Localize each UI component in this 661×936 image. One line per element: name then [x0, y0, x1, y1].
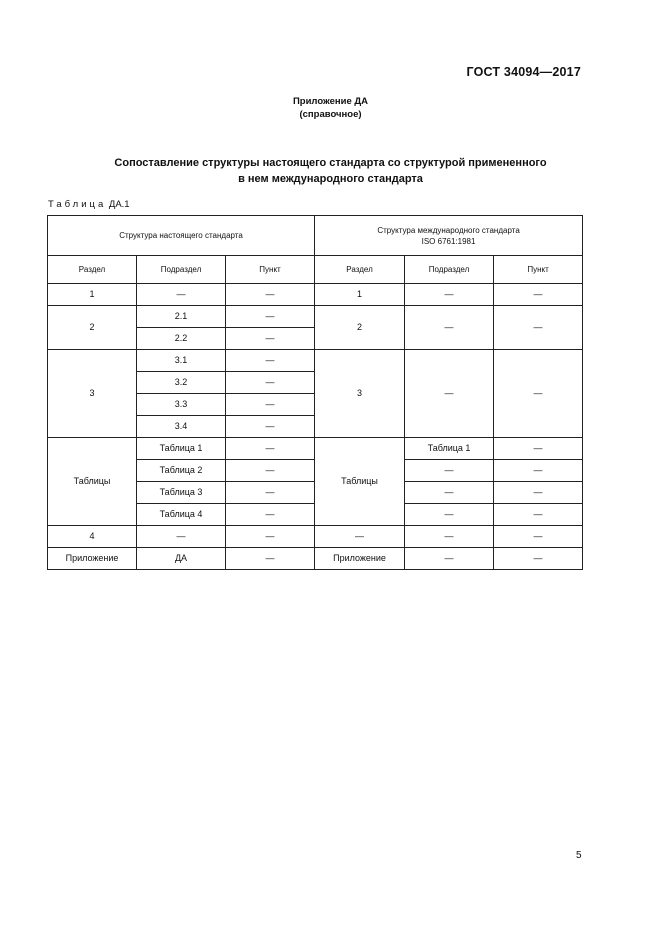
section-title [0, 155, 661, 187]
page-number: 5 [576, 850, 582, 861]
table-cell: — [226, 350, 315, 372]
table-cell: — [494, 460, 583, 482]
table-caption [48, 199, 130, 210]
table-cell: — [405, 548, 494, 570]
section-title-line-2: в нем международного стандарта [238, 173, 423, 185]
column-header-clause-intl: Пункт [494, 256, 583, 284]
column-header-section: Раздел [48, 256, 137, 284]
table-cell: — [494, 306, 583, 350]
table-cell: 3.1 [137, 350, 226, 372]
table-cell: — [226, 284, 315, 306]
table-cell: ДА [137, 548, 226, 570]
table-cell: 2.1 [137, 306, 226, 328]
table-cell: — [226, 394, 315, 416]
group-header-national: Структура настоящего стандарта [48, 216, 315, 256]
group-header-international-line-1: Структура международного стандарта [377, 225, 520, 235]
column-header-subsection: Подраздел [137, 256, 226, 284]
table-cell: — [226, 372, 315, 394]
table-cell: — [226, 548, 315, 570]
annex-title: Приложение ДА [292, 96, 369, 107]
table-cell: Таблицы [48, 438, 137, 526]
table-cell: — [405, 284, 494, 306]
table-cell: 2.2 [137, 328, 226, 350]
table-caption-number: ДА.1 [108, 199, 130, 210]
table-cell: 3.2 [137, 372, 226, 394]
table-cell: — [226, 306, 315, 328]
column-header-section-intl: Раздел [315, 256, 405, 284]
column-header-subsection-intl: Подраздел [405, 256, 494, 284]
table-row [48, 350, 583, 372]
table-row [48, 306, 583, 328]
table-cell: — [226, 460, 315, 482]
table-row [48, 438, 583, 460]
table-cell: — [226, 526, 315, 548]
table-cell: Таблица 4 [137, 504, 226, 526]
table-row [48, 548, 583, 570]
table-row [48, 526, 583, 548]
table-row [48, 284, 583, 306]
table-cell: 2 [315, 306, 405, 350]
column-header-clause: Пункт [226, 256, 315, 284]
table-cell: 1 [48, 284, 137, 306]
table-cell: — [226, 482, 315, 504]
table-cell: 4 [48, 526, 137, 548]
table-cell: Приложение [48, 548, 137, 570]
table-cell: Таблица 2 [137, 460, 226, 482]
table-cell: — [137, 526, 226, 548]
table-cell: Таблица 1 [137, 438, 226, 460]
table-cell: — [405, 482, 494, 504]
table-cell: — [315, 526, 405, 548]
table-cell: 3 [315, 350, 405, 438]
table-cell: Таблицы [315, 438, 405, 526]
table-cell: — [405, 504, 494, 526]
table-cell: Таблица 1 [405, 438, 494, 460]
table-cell: — [226, 416, 315, 438]
group-header-international-line-2: ISO 6761:1981 [421, 236, 476, 246]
table-column-header-row [48, 256, 583, 284]
table-cell: — [405, 526, 494, 548]
table-cell: 1 [315, 284, 405, 306]
table-cell: — [494, 548, 583, 570]
annex-subtitle: (справочное) [299, 109, 362, 120]
table-cell: 3.4 [137, 416, 226, 438]
comparison-table [47, 215, 583, 570]
table-group-header-row [48, 216, 583, 256]
table-cell: — [137, 284, 226, 306]
table-cell: — [405, 460, 494, 482]
document-code: ГОСТ 34094—2017 [466, 65, 581, 79]
table-cell: — [405, 306, 494, 350]
section-title-line-1: Сопоставление структуры настоящего стандарта со структурой примененного [114, 157, 547, 169]
table-cell: — [494, 504, 583, 526]
table-cell: 3.3 [137, 394, 226, 416]
group-header-international [315, 216, 583, 256]
table-cell: — [226, 328, 315, 350]
table-cell: — [494, 438, 583, 460]
table-cell: Приложение [315, 548, 405, 570]
table-cell: — [226, 438, 315, 460]
table-caption-word: Таблица [48, 199, 107, 210]
table-cell: — [494, 350, 583, 438]
annex-heading [0, 95, 661, 121]
table-cell: — [405, 350, 494, 438]
table-cell: 2 [48, 306, 137, 350]
table-cell: 3 [48, 350, 137, 438]
table-cell: — [226, 504, 315, 526]
table-cell: Таблица 3 [137, 482, 226, 504]
table-cell: — [494, 482, 583, 504]
table-cell: — [494, 284, 583, 306]
table-cell: — [494, 526, 583, 548]
